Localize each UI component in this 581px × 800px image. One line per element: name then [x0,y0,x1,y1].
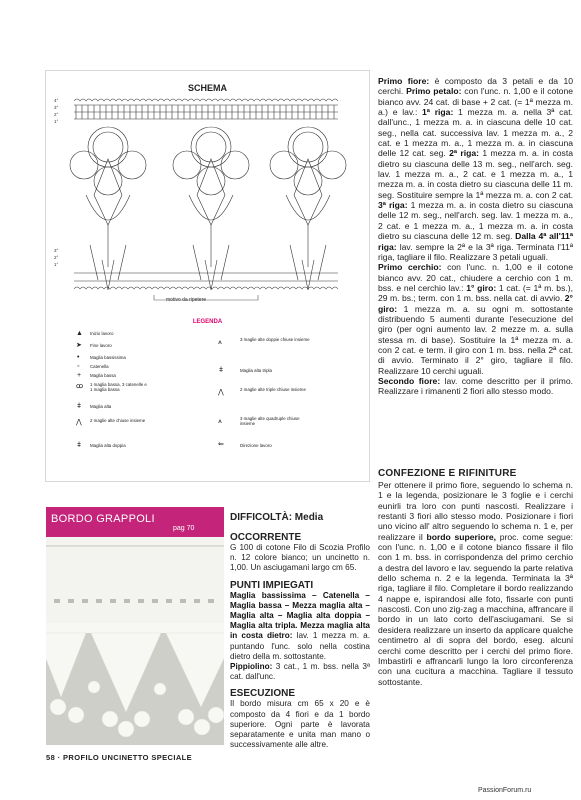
row-number: 1° [54,262,59,267]
riga1-title: 1ª riga: [422,107,454,118]
single-crochet-icon: + [77,372,82,379]
tr3tog-icon: ⩚ [218,339,222,346]
legend-item: 1 maglia bassa, 3 catenelle e 1 maglia bassa [90,382,147,393]
mezza-maglia-title: Mezza maglia alta in costa dietro: [230,621,370,641]
dalla-title: Dalla 4ª all'11ª riga: [378,231,574,252]
watermark: PassionForum.ru [478,787,532,794]
trtr2tog-icon: ⋀ [218,389,224,396]
riga2-text: 1 mezza m. a. in costa dietro su ciascuna delle 13 m. seg., nell'arch. seg. lav. 1 mezza m. a., 2 cat. e 1 mezza m. a., 1 mezza m. a. in costa dietro su ciascuna delle 11 m. seg. Sostituire sempre la 1ª mezza m. a. con 2 cat. [378,148,573,200]
secondo-fiore-text: lav. come descritto per il primo. Realizzare i rimanenti 2 fiori allo stesso modo. [378,375,574,397]
legend-item: Maglia alta [90,404,112,409]
giro2-text: 1 mezza m. a. su ogni m. sottostante distribuendo 5 aumenti durante l'esecuzione del giro (per ogni aumento lav. 2 mezze m. a. sulla stessa m. di base). Sostituire la 1ª mezza m. a. con 2 cat. e term. il giro con 1 m. bss. nella 2ª cat. di avvio. Terminato il 2° giro, tagliare il filo. Realizzare 10 cerchi uguali. [378,303,573,376]
legend-item: 3 maglie alte doppie chiuse insieme [240,337,310,342]
riga2-title: 2ª riga: [449,148,480,159]
esecuzione-heading: ESECUZIONE [230,688,296,700]
esecuzione-text: Il bordo misura cm 65 x 20 e è composto da 4 fiori e da 1 bordo superiore. Ogni parte è lavorata separatamente e unita man mano o successivamente alle altre. [230,699,370,750]
primo-petalo-text: con l'unc. n. 1,00 e il cotone bianco avv. 24 cat. di base + 2 cat. (= 1ª mezza m. a.) e lav.: [378,86,574,118]
lace-border-image [46,537,224,745]
row-number: 4° [54,98,59,103]
start-arrow-icon: ▲ [76,330,83,337]
end-arrow-icon: ➤ [76,342,82,349]
giro1-title: 1° giro: [466,282,497,293]
dalla-text: lav. sempre la 2ª e la 3ª riga. Terminata l'11ª riga, tagliare il filo. Realizzare 3 petali uguali. [378,241,574,262]
difficulty-label: DIFFICOLTÀ: Media [230,512,324,523]
chain-icon: ◦ [77,363,80,370]
legend-item: 2 maglie alte triple chiuse insieme [240,387,306,392]
legend-item: Maglia bassa [90,373,116,378]
pippiolino-text: 3 cat., 1 m. bss. nella 3ª cat. dall'unc. [230,662,370,682]
page-footer [46,753,192,762]
flower-motif-2 [173,127,249,290]
occorrente-heading: OCCORRENTE [230,532,302,543]
legend-item: Fine lavoro [90,343,112,348]
giro1-text: 1 cat. (= 1ª m. bs.), 29 m. bs.; term. con 1 m. bss. nella cat. di avvio. [378,282,574,304]
bordo-superiore-title: bordo superiore, [426,531,497,542]
project-photo [46,507,224,745]
row-numbers-bottom [54,247,58,268]
triple-treble-icon: ǂ [219,367,224,374]
flower-motif-3 [270,127,346,290]
row-number: 3° [54,248,59,253]
punti-heading: PUNTI IMPIEGATI [230,579,314,591]
legend-item: Maglia alta doppia [90,443,126,448]
punti-list: Maglia bassissima – Catenella – Maglia bassa – Mezza maglia alta – Maglia alta – Maglia alta doppia – Maglia alta tripla. [230,590,370,631]
legend-item: Maglia bassissima [90,355,126,360]
crochet-chart [46,95,369,305]
primo-cerchio-title: Primo cerchio: [378,262,442,273]
confezione-text-a: Per ottenere il primo fiore, seguendo lo schema n. 1 e la legenda, posizionare le 3 foglie e i cerchi eunirli tra loro con punti nascosti. Realizzare i restanti 3 fiori allo stesso modo. Posizionare i fiori uno vicino all' altro seguendo lo schema n. 1 e, per realizzare il [378,480,573,542]
legend-item: Direzione lavoro [240,443,272,448]
primo-fiore-text: è composto da 3 petali e da 10 cerchi. [378,76,574,97]
row-number: 1° [54,119,59,124]
row-number: 3° [54,105,59,110]
riga3-title: 3ª riga: [378,200,408,211]
row-numbers [54,97,58,125]
treble-crochet-icon: ǂ [77,442,82,449]
slip-stitch-icon: • [77,354,80,361]
giro2-title: 2° giro: [378,293,573,314]
secondo-fiore-title: Secondo fiore: [378,375,441,386]
occorrente-text: G 100 di cotone Filo di Scozia Profilo n. 12 colore bianco; un uncinetto n. 1,00. Un asciugamani largo cm 65. [230,543,370,573]
legend-title: LEGENDA [192,319,223,325]
schema-panel [45,70,370,482]
confezione-column [378,480,573,687]
primo-fiore-title: Primo fiore: [378,76,430,86]
motif-repeat-label: motivo da ripetere [166,297,207,303]
primo-petalo-title: Primo petalo: [406,86,462,97]
top-border-rows [74,99,338,119]
riga1-text: 1 mezza m. a. nella 3ª cat. dall'unc., 1 mezza m. a. in ciascuna delle 10 cat. seg., nella cat. successiva lav. 1 mezza m. a., 2 cat. e 1 mezza m. a., 1 mezza m. a. in ciascuna delle 12 cat. seg. [378,107,573,159]
riga3-text: 1 mezza m. a. in costa dietro su ciascuna delle 12 m. seg., nell'arch. seg. lav. 1 mezza m. a., 2 cat. e 1 mezza m. a., 1 mezza m. a. in costa dietro su ciascuna delle 12 m. seg. [378,200,574,242]
flower-motif-1 [70,127,146,290]
legend-item: 3 maglie alte quadruple chiuse insieme [240,416,300,427]
legend-item: Maglia alta tripla [240,368,272,373]
row-number: 2° [54,112,59,117]
quad3tog-icon: ⩚ [218,418,222,425]
confezione-text-b: proc. come segue: con l'unc. n. 1,00 e il cotone bianco fissare il filo con 1 m. bss. in corrispondenza del primo cerchio a destra del lavoro e lav. seguendo la parte relativa dello schema n. 2 e la legenda. Terminata la 3ª riga, tagliare il filo. Completare il bordo realizzando 4 nappe e, ispirandosi alle foto, fissarle con punti nascosti. Con uno zig-zag a macchina, affrancare il bordo in un lato corto dell'asciugamani. Se si desidera realizzare un inserto da applicare qualche centimetro al di sopra del bordo, eseg. alcuni cerchi come descritto per i cerchi del primo fiore. Imbastirli e affrancarli lungo la loro circonferenza con una cucitura a macchina. Tagliare il tessuto sottostante. [378,531,574,687]
page-number: 58 [46,753,56,762]
legend-item: Catenella [90,364,109,369]
pippiolino-title: Pippiolino: [230,662,273,672]
picot-icon: ꝏ [76,383,84,390]
legend-item: 2 maglie alte chiuse insieme [90,418,146,423]
running-title: · PROFILO UNCINETTO SPECIALE [57,753,193,762]
legend-item: Inizio lavoro [90,331,114,336]
materials-column [230,528,370,750]
mezza-maglia-text: lav. 1 mezza m. a. puntando l'unc. solo nella costina dietro della m. sottostante. [230,631,371,661]
page-reference: pag 70 [173,525,195,532]
confezione-heading: CONFEZIONE E RIFINITURE [378,468,517,479]
project-title: BORDO GRAPPOLI [51,513,155,525]
primo-cerchio-text: con l'unc. n. 1,00 e il cotone bianco avv. 20 cat., chiudere a cerchio con 1 m. bss. e nel cerchio lav.: [378,262,573,293]
instructions-column [378,76,573,397]
row-number: 2° [54,255,59,260]
schema-title: SCHEMA [187,83,227,93]
work-direction-icon: ⇐ [218,441,224,448]
double-crochet-icon: ǂ [77,403,82,410]
dc2tog-icon: ⋀ [76,419,82,426]
